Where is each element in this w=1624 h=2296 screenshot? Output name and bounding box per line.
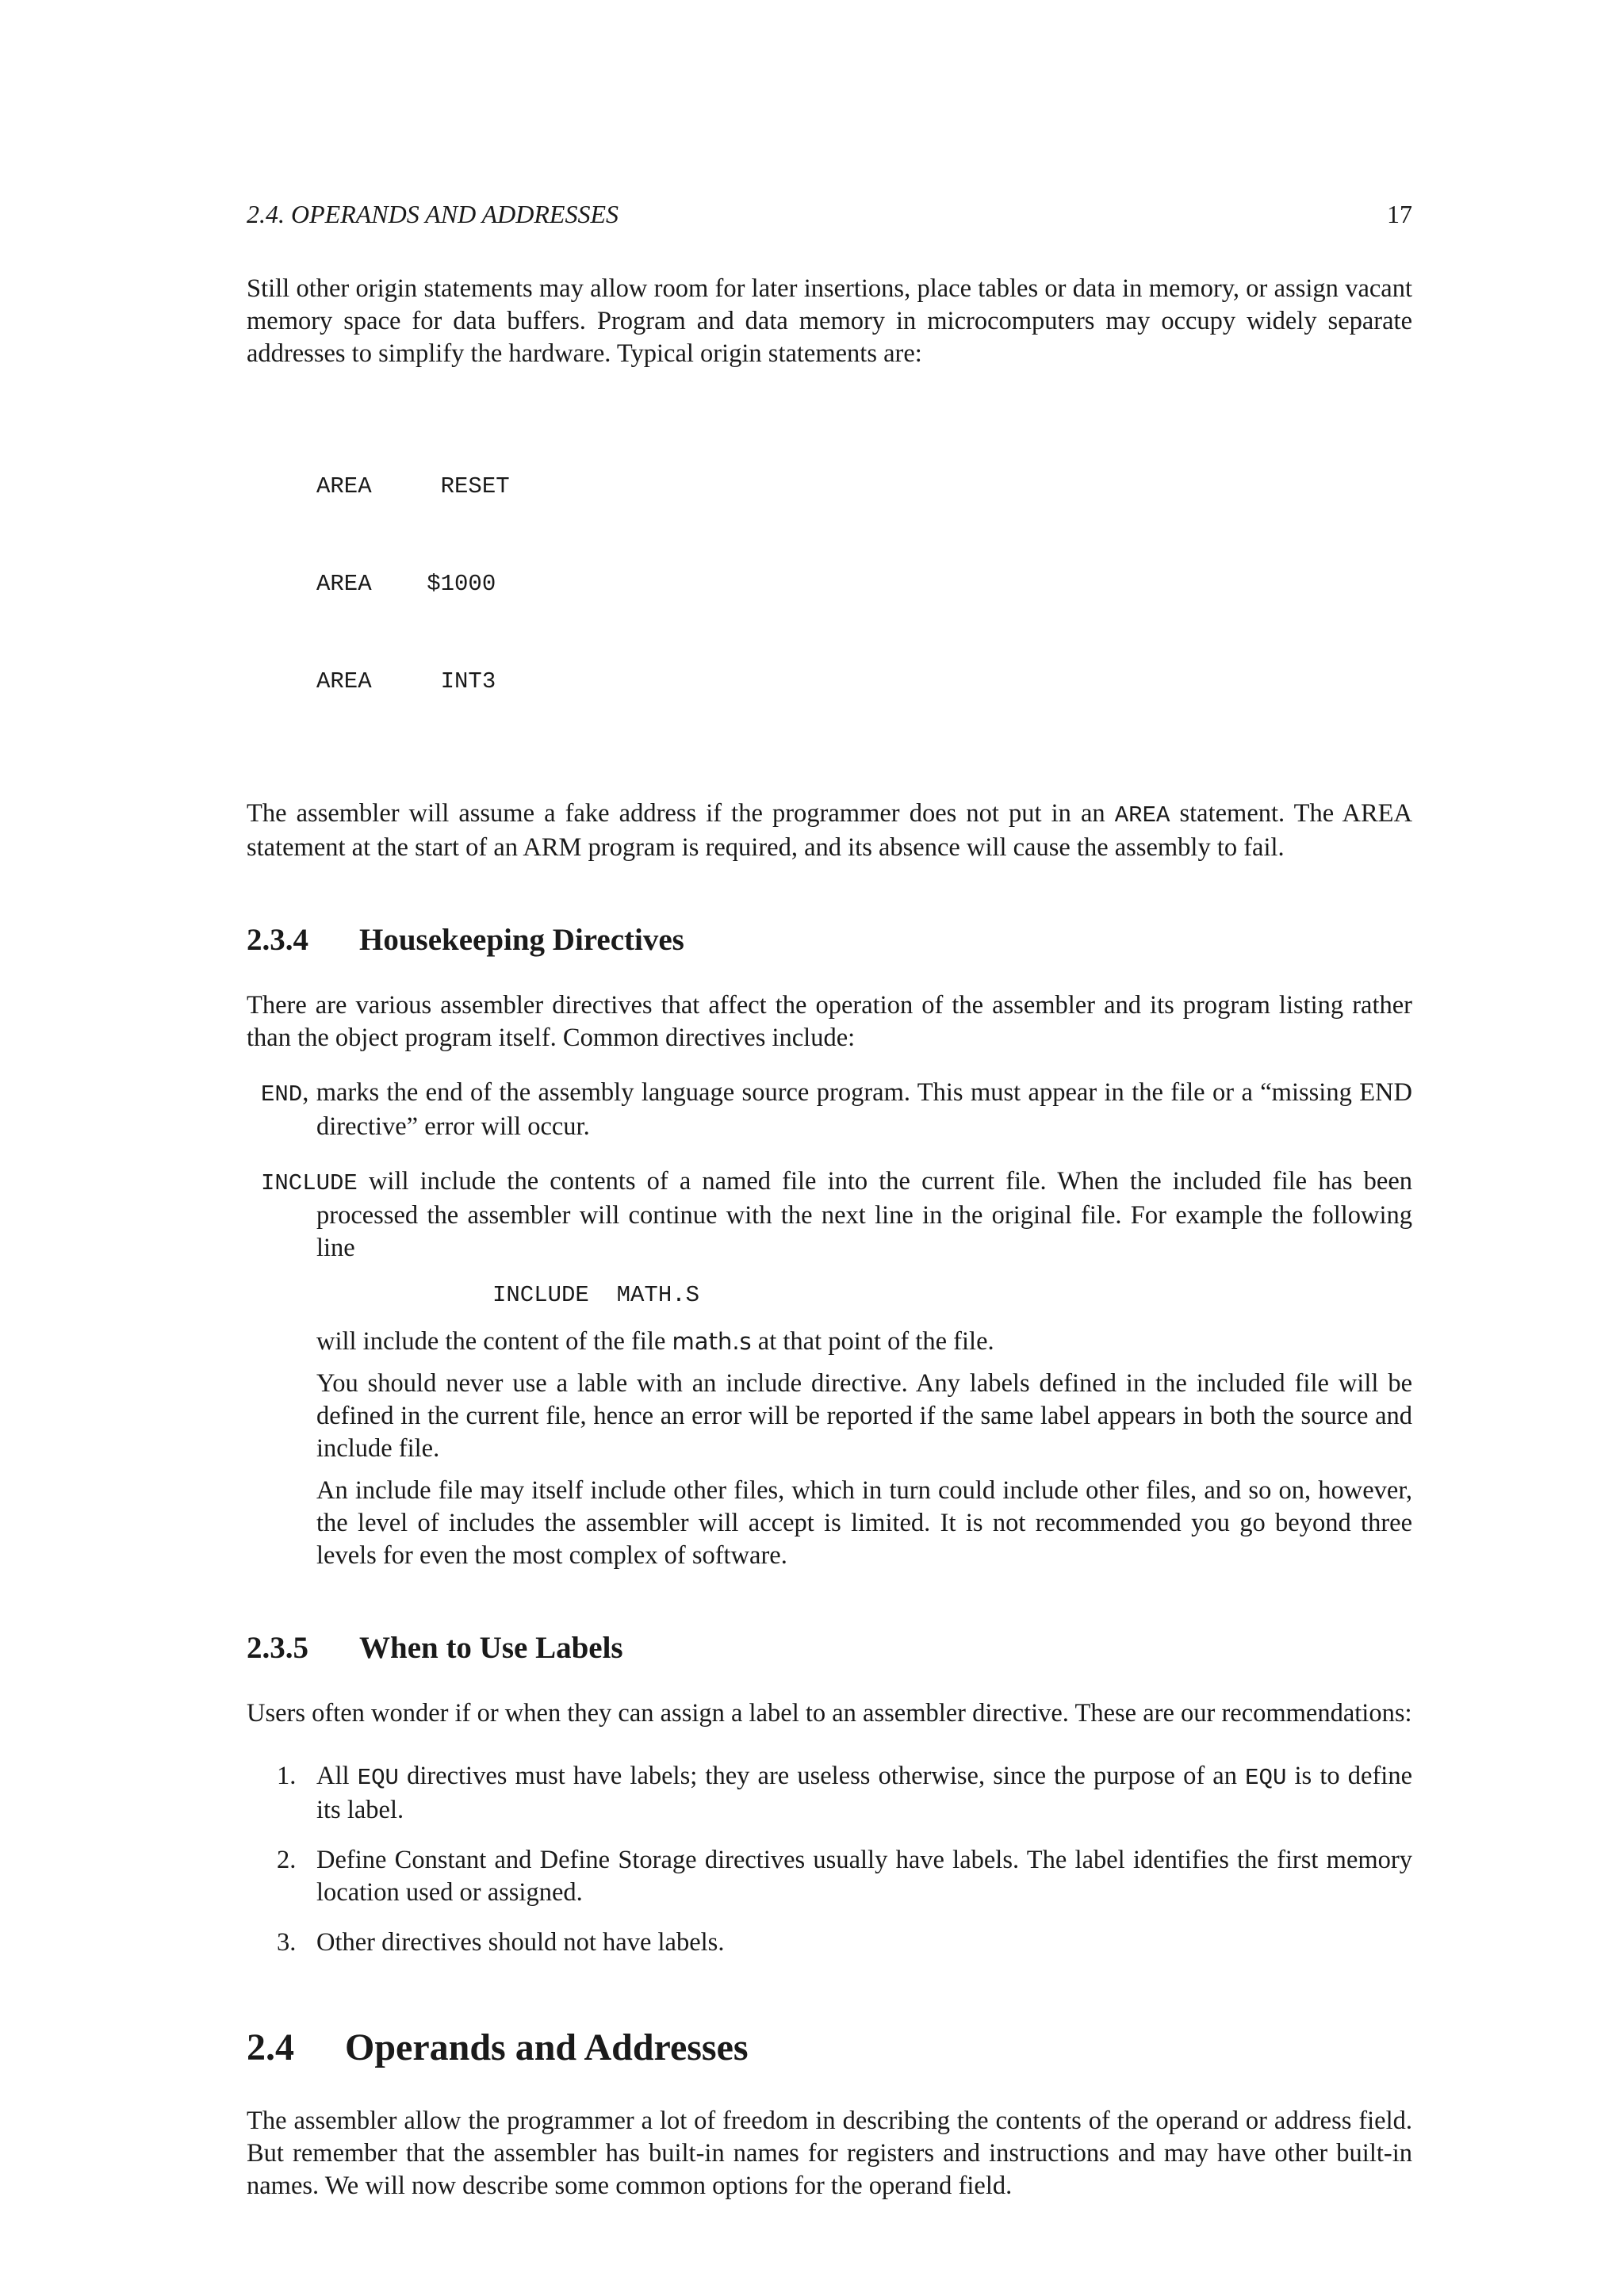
list-item-text: Other directives should not have labels. (316, 1928, 725, 1957)
include-after-end: at that point of the file. (751, 1327, 994, 1356)
code-line: AREA $1000 (316, 571, 496, 597)
heading-number: 2.4 (247, 2026, 294, 2068)
document-page (247, 198, 1412, 2202)
heading-number: 2.3.4 (247, 923, 308, 957)
end-keyword: END (261, 1081, 303, 1108)
include-paragraph-2: You should never use a lable with an include directive. Any labels defined in the included file will be defined in the current file, hence an error will be reported if the same label appears in both the source and include file. (316, 1369, 1412, 1463)
list-item (247, 1927, 1412, 1959)
equ-keyword: EQU (357, 1765, 399, 1791)
running-header (247, 198, 1412, 230)
list-item-number: 3. (277, 1928, 297, 1957)
list-item (247, 1760, 1412, 1827)
include-directive-item (261, 1165, 1412, 1572)
code-line: AREA RESET (316, 473, 510, 499)
include-paragraph-3: An include file may itself include other files, which in turn could include other files, and so on, however, the level of includes the assembler will accept is limited. It is not recommended you go beyond three levels for even the most complex of software. (316, 1476, 1412, 1570)
include-keyword: INCLUDE (261, 1170, 358, 1196)
include-description: will include the contents of a named file into the current file. When the included file has been processed the assembler will continue with the next line in the original file. For example the following line (316, 1167, 1412, 1262)
equ-keyword: EQU (1245, 1765, 1287, 1791)
list-item-number: 2. (277, 1846, 297, 1874)
end-description: , marks the end of the assembly language source program. This must appear in the file or a “missing END directive” error will occur. (302, 1078, 1412, 1141)
housekeeping-intro: There are various assembler directives that affect the operation of the assembler and its program listing rather than the object program itself. Common directives include: (247, 991, 1412, 1052)
include-after-start: will include the content of the file (316, 1327, 672, 1356)
area-text-start: The assembler will assume a fake address if the programmer does not put in an (247, 799, 1115, 828)
list-item-text-start: All (316, 1762, 358, 1790)
code-line: AREA INT3 (316, 668, 496, 695)
include-file-name: math.s (672, 1328, 752, 1355)
area-keyword: AREA (1114, 802, 1170, 828)
area-paragraph (247, 798, 1412, 864)
operands-paragraph: The assembler allow the programmer a lot of freedom in describing the contents of the operand or address field. But remember that the assembler has built-in names for registers and instructions and may have other built-in names. We will now describe some common options for the operand field. (247, 2107, 1412, 2200)
heading-title: Operands and Addresses (345, 2026, 749, 2068)
list-item-text-middle: directives must have labels; they are useless otherwise, since the purpose of an (398, 1762, 1246, 1790)
list-item-number: 1. (277, 1762, 297, 1790)
origin-code-block (316, 405, 1412, 763)
recommendations-list (247, 1760, 1412, 1959)
area-text-end: statement. The AREA statement at the start of an ARM program is required, and its absence will cause the assembly to fail. (247, 799, 1412, 862)
list-item-text-end: is to define its label. (316, 1762, 1412, 1824)
heading-title: Housekeeping Directives (359, 923, 684, 957)
heading-labels (247, 1629, 1412, 1667)
heading-number: 2.3.5 (247, 1631, 308, 1665)
list-item (247, 1844, 1412, 1909)
heading-housekeeping (247, 921, 1412, 959)
running-header-title: 2.4. OPERANDS AND ADDRESSES (247, 200, 619, 228)
labels-intro: Users often wonder if or when they can assign a label to an assembler directive. These are our recommendations: (247, 1699, 1412, 1728)
include-after-text (316, 1326, 1412, 1358)
include-example-code: INCLUDE MATH.S (492, 1282, 700, 1308)
page-number: 17 (1387, 200, 1412, 228)
list-item-text: Define Constant and Define Storage directives usually have labels. The label identifies the first memory location used or assigned. (316, 1846, 1412, 1907)
intro-paragraph: Still other origin statements may allow room for later insertions, place tables or data in memory, or assign vacant memory space for data buffers. Program and data memory in microcomputers may occupy widely separate addresses to simplify the hardware. Typical origin statements are: (247, 274, 1412, 368)
heading-operands (247, 2026, 1412, 2070)
heading-title: When to Use Labels (359, 1631, 623, 1665)
end-directive-item (261, 1077, 1412, 1143)
